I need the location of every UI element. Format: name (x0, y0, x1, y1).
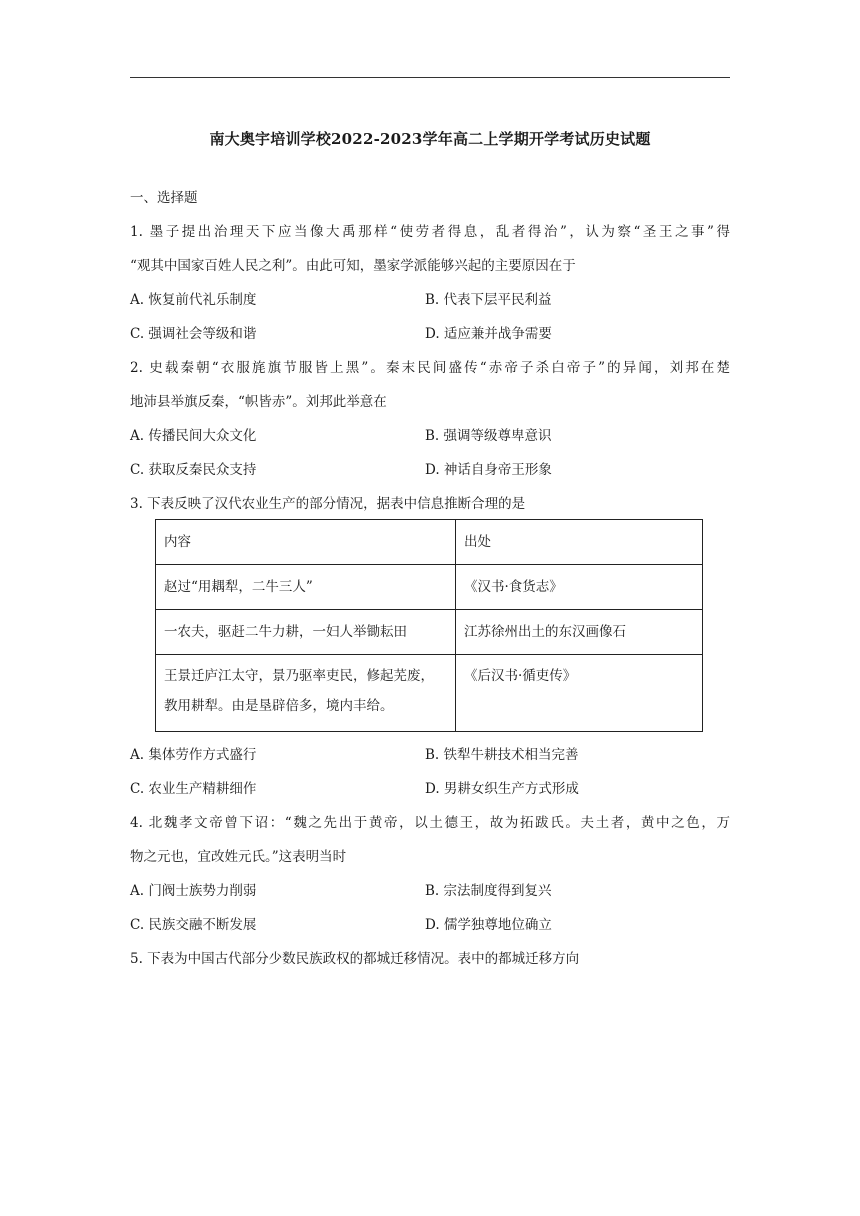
question-2-line-2: 地沛县举旗反秦，“帜皆赤”。刘邦此举意在 (130, 394, 387, 410)
table-cell-content (156, 655, 456, 732)
q4-option-a: A. 门阀士族势力削弱 (130, 883, 257, 899)
table-cell-source: 《汉书·食货志》 (456, 565, 703, 610)
table-cell-content: 赵过“用耦犁，二牛三人” (156, 565, 456, 610)
question-1-line-2: “观其中国家百姓人民之利”。由此可知，墨家学派能够兴起的主要原因在于 (130, 258, 576, 274)
q2-option-b: B. 强调等级尊卑意识 (425, 428, 552, 444)
q2-option-d: D. 神话自身帝王形象 (425, 462, 552, 478)
q4-option-b: B. 宗法制度得到复兴 (425, 883, 552, 899)
table-cell-source: 《后汉书·循吏传》 (456, 655, 703, 732)
section-heading: 一、选择题 (130, 190, 198, 206)
q2-option-a: A. 传播民间大众文化 (130, 428, 257, 444)
question-3-line-1: 3. 下表反映了汉代农业生产的部分情况，据表中信息推断合理的是 (130, 496, 526, 512)
table-row (156, 565, 703, 610)
q4-option-d: D. 儒学独尊地位确立 (425, 917, 552, 933)
agriculture-table (155, 519, 703, 732)
table-cell-content: 一农夫，驱赶二牛力耕，一妇人举锄耘田 (156, 610, 456, 655)
header-rule (130, 77, 730, 78)
table-cell-content-line-1: 王景迁庐江太守，景乃驱率吏民，修起芜废， (164, 668, 434, 684)
question-4-line-1: 4. 北魏孝文帝曾下诏：“魏之先出于黄帝，以土德王，故为拓跋氏。夫土者，黄中之色，万 (130, 815, 730, 831)
table-header-content: 内容 (156, 520, 456, 565)
q3-option-b: B. 铁犁牛耕技术相当完善 (425, 747, 579, 763)
q1-option-d: D. 适应兼并战争需要 (425, 326, 552, 342)
table-row (156, 655, 703, 732)
question-2-line-1: 2. 史载秦朝“衣服旄旗节服皆上黑”。秦末民间盛传“赤帝子杀白帝子”的异闻，刘邦在楚 (130, 360, 730, 376)
q1-option-b: B. 代表下层平民利益 (425, 292, 552, 308)
page-title: 南大奥宇培训学校2022-2023学年高二上学期开学考试历史试题 (209, 130, 651, 148)
q3-option-a: A. 集体劳作方式盛行 (130, 747, 257, 763)
q1-option-c: C. 强调社会等级和谐 (130, 326, 257, 342)
table-header-row (156, 520, 703, 565)
table-header-source: 出处 (456, 520, 703, 565)
q3-option-d: D. 男耕女织生产方式形成 (425, 781, 579, 797)
q3-option-c: C. 农业生产精耕细作 (130, 781, 257, 797)
question-5-line-1: 5. 下表为中国古代部分少数民族政权的都城迁移情况。表中的都城迁移方向 (130, 951, 580, 967)
q1-option-a: A. 恢复前代礼乐制度 (130, 292, 257, 308)
table-cell-content-line-2: 教用耕犁。由是垦辟倍多，境内丰给。 (164, 698, 394, 714)
q2-option-c: C. 获取反秦民众支持 (130, 462, 257, 478)
table-row (156, 610, 703, 655)
question-4-line-2: 物之元也，宜改姓元氏。”这表明当时 (130, 849, 347, 865)
q4-option-c: C. 民族交融不断发展 (130, 917, 257, 933)
question-1-line-1: 1. 墨子提出治理天下应当像大禹那样“使劳者得息，乱者得治”，认为察“圣王之事”得 (130, 224, 730, 240)
table-cell-source: 江苏徐州出土的东汉画像石 (456, 610, 703, 655)
